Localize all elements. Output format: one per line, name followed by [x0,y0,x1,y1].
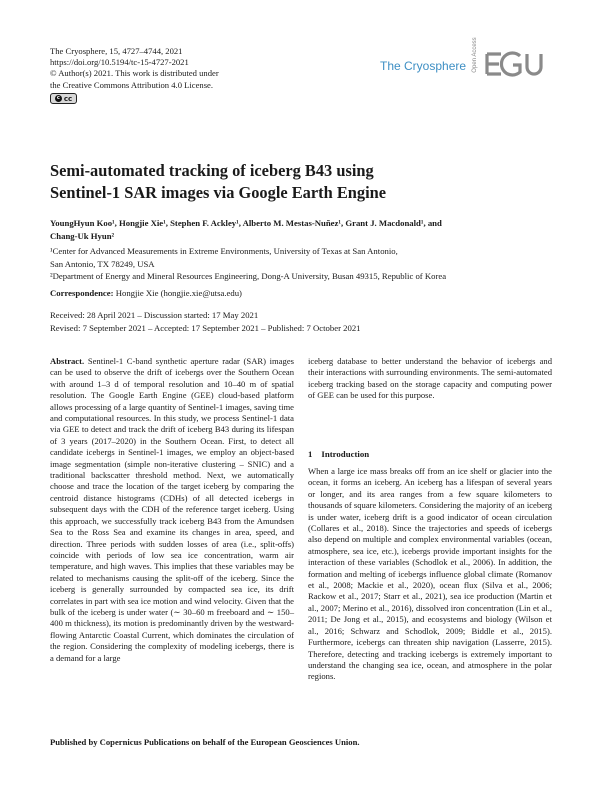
publication-dates [50,309,361,335]
affiliation-2: ²Department of Energy and Mineral Resources Engineering, Dong-A University, Busan 49315, Republic of Korea [50,271,447,282]
abstract-column-right [308,356,552,402]
license-line-2: the Creative Commons Attribution 4.0 License. [50,79,214,90]
correspondence [50,288,242,298]
correspondence-value[interactable]: Hongjie Xie (hongjie.xie@utsa.edu) [115,288,242,298]
citation: The Cryosphere, 15, 4727–4744, 2021 [50,46,183,56]
license-line-1: © Author(s) 2021. This work is distributed under [50,68,219,79]
section-title: Introduction [321,449,370,459]
introduction-body [308,466,552,683]
correspondence-label: Correspondence: [50,288,114,298]
cc-badge-text: cc [63,94,73,103]
title-line-1: Semi-automated tracking of iceberg B43 using [50,161,374,180]
abstract-column-left [50,356,294,664]
abstract-text-right: iceberg database to better understand the behavior of icebergs and their interactions with surrounding environments. The semi-automated iceberg tracking based on the storage capacity and computing power of GEE can be used for this purpose. [308,356,552,401]
dates-line-1: Received: 28 April 2021 – Discussion started: 17 May 2021 [50,310,259,320]
abstract-label: Abstract. [50,356,85,366]
cc-icon: c [55,95,62,102]
affiliations [50,245,550,283]
header-metadata [50,46,310,91]
egu-logo-icon [483,48,543,80]
authors-line-2: Chang-Uk Hyun² [50,231,115,241]
open-access-text: Open Access [472,37,478,73]
journal-name: The Cryosphere [380,59,467,73]
authors-line-1: YoungHyun Koo¹, Hongjie Xie¹, Stephen F. Ackley¹, Alberto M. Mestas-Nuñez¹, Grant J. Macdonald¹, and [50,218,442,228]
open-access-label [471,28,481,88]
dates-line-2: Revised: 7 September 2021 – Accepted: 17 September 2021 – Published: 7 October 2021 [50,322,361,333]
author-list [50,217,550,243]
introduction-text: When a large ice mass breaks off from an ice shelf or glacier into the ocean, it forms an iceberg. An iceberg has a lifespan of several years or longer, and its area ranges from a few square kilometers to thousands of square kilometers. Considering the majority of an iceberg is under water, iceberg drift is a good indicator of ocean circulation (Collares et al., 2018). Since the trajectories and speeds of icebergs also depend on multiple and complex environmental variables (ocean, atmosphere, sea ice, etc.), icebergs provide important insights for the interaction of these variables (Schodlok et al., 2006). In addition, the formation and melting of icebergs influence global climate (Romanov et al., 2008; Mackie et al., 2020), ocean flux (Silva et al., 2006; Rackow et al., 2017; Starr et al., 2021), sea ice production (Martin et al., 2007; Merino et al., 2016), dissolved iron concentration (Lin et al., 2011; De Jong et al., 2015), and ecosystems and biology (Wilson et al., 2016; Schwarz and Schodlok, 2009; Biddle et al., 2015). Furthermore, icebergs can threaten ship navigation (Lasserre, 2015). Therefore, detecting and tracking icebergs is extremely important to understand the changing sea ice, ocean, and atmosphere in the polar regions. [308,466,552,682]
article-title [50,160,430,204]
creative-commons-badge[interactable] [50,93,77,104]
publisher-footer: Published by Copernicus Publications on behalf of the European Geosciences Union. [50,737,360,747]
affiliation-1-line-1: ¹Center for Advanced Measurements in Extreme Environments, University of Texas at San Antonio, [50,246,398,256]
doi-link[interactable]: https://doi.org/10.5194/tc-15-4727-2021 [50,57,189,68]
section-heading-introduction [308,449,369,459]
title-line-2: Sentinel-1 SAR images via Google Earth Engine [50,183,387,202]
abstract-text-left: Sentinel-1 C-band synthetic aperture radar (SAR) images can be used to observe the drift of icebergs over the Southern Ocean with around 1–3 d of temporal resolution and 10–40 m of spatial resolution. The Google Earth Engine (GEE) cloud-based platform allows processing of a large quantity of Sentinel-1 images, saving time and computational resources. In this study, we process Sentinel-1 data via GEE to detect and track the drift of iceberg B43 during its lifespan of 3 years (2017–2020) in the Southern Ocean. First, to detect all candidate icebergs in Sentinel-1 images, we employ an object-based image segmentation (simple non-iterative clustering – SNIC) and a traditional backscatter threshold method. Next, we automatically choose and trace the location of the target iceberg by comparing the centroid distance histograms (CDHs) of all detected icebergs in subsequent days with the CDH of the reference target iceberg. Using this approach, we successfully track iceberg B43 from the Amundsen Sea to the Ross Sea and examine its changes in area, speed, and direction. Three periods with sudden losses of area (i.e., split-offs) coincide with periods of low sea ice concentration, warm air temperature, and high waves. This implies that these variables may be related to mechanisms causing the split-off of the iceberg. Since the iceberg is generally surrounded by compacted sea ice, its drift correlates in part with sea ice motion and wind velocity. Given that the bulk of the iceberg is under water (∼ 30–60 m freeboard and ∼ 150–400 m thickness), its motion is predominantly driven by the westward-flowing Antarctic Coastal Current, which dominates the circulation of the region. Considering the complexity of modeling icebergs, there is a demand for a large [50,356,294,663]
egu-logo-text: EGU [483,48,486,49]
section-number: 1 [308,449,313,459]
affiliation-1-line-2: San Antonio, TX 78249, USA [50,258,155,269]
